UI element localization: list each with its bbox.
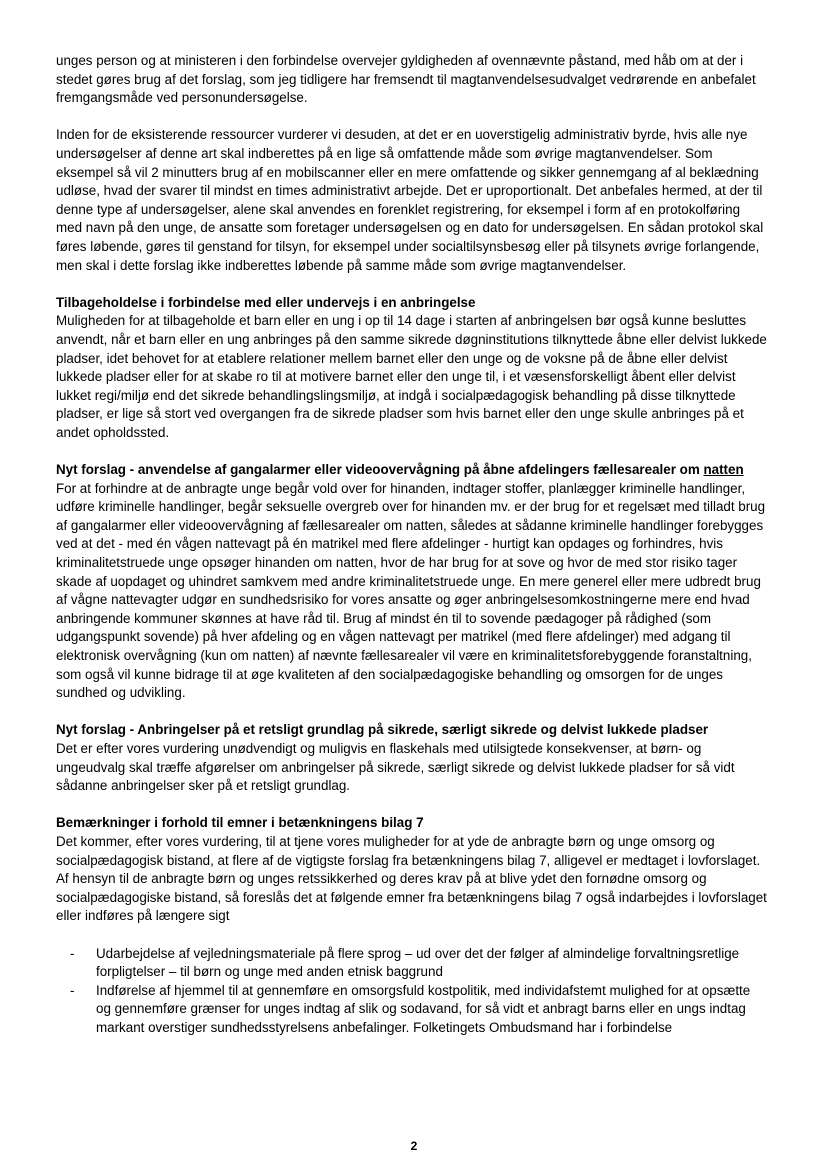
section-tilbageholdelse	[56, 294, 768, 443]
section-gangalarmer	[56, 461, 768, 703]
list-item	[70, 982, 768, 1038]
intro-paragraph-1: unges person og at ministeren i den forbindelse overvejer gyldigheden af ovennævnte påstand, med håb om at der i stedet gøres brug af det forslag, som jeg tidligere har fremsendt til magtanvendelsesudvalget vedrørende en anbefalet fremgangsmåde ved personundersøgelse.	[56, 53, 756, 106]
intro-paragraph-2: Inden for de eksisterende ressourcer vurderer vi desuden, at det er en uoverstigelig administrativ byrde, hvis alle nye undersøgelser af denne art skal indberettes på en lige så omfattende måde som øvrige magtanvendelser. Som eksempel så vil 2 minutters brug af en mobilscanner eller en mere omfattende og sikker gennemgang af al beklædning udløse, hvad der svarer til mindst en times administrativt arbejde. Det er uproportionalt. Det anbefales hermed, at der til denne type af undersøgelser, alene skal anvendes en forenklet registrering, for eksempel i form af en protokolføring med navn på den unge, de ansatte som foretager undersøgelsen og en dato for undersøgelsen. En sådan protokol skal føres løbende, gøres til genstand for tilsyn, for eksempel under socialtilsynsbesøg eller på tilsynets øvrige forlangende, men skal i dette forslag ikke indberettes løbende på samme måde som øvrige magtanvendelser.	[56, 127, 764, 273]
document-page	[56, 52, 768, 1037]
section-bilag-7	[56, 814, 768, 926]
list-item-text: Udarbejdelse af vejledningsmateriale på flere sprog – ud over det der følger af almindelige forvaltningsretlige forpligtelser – til børn og unge med anden etnisk baggrund	[96, 945, 740, 980]
section-anbringelser	[56, 721, 768, 795]
section-body: For at forhindre at de anbragte unge begår vold over for hinanden, indtager stoffer, planlægger kriminelle handlinger, udføre kriminelle handlinger, begår seksuelle overgreb over for hinanden mv. er der brug for et regelsæt med tilladt brug af gangalarmer eller videoovervågning af fællesarealer om natten, således at sådanne kriminelle handlinger forebygges ved at det - med én vågen nattevagt på én matrikel med flere afdelinger - hurtigt kan opdages og forhindres, hvis kriminalitetstruede unge opsøger hinanden om natten, hvor de har brug for at sove og hvor de med stor risiko tager skade af uopdaget og uhindret samkvem med andre kriminalitetstruede unge. En mere generel eller mere udbredt brug af vågne nattevagter udgør en sundhedsrisiko for vores ansatte og øger anbringelsesomkostningerne mere end hvad anbringende kommuner skønnes at have råd til. Brug af mindst én til to sovende pædagoger på rådighed (som udgangspunkt sovende) på hver afdeling og en vågen nattevagt per matrikel (med flere afdelinger) med adgang til elektronisk overvågning (kun om natten) af nævnte fællesarealer vil være en kriminalitetsforebyggende foranstaltning, som også vil kunne bidrage til at øge kvaliteten af den socialpædagogiske behandling og omsorgen for de unges sundhed og udvikling.	[56, 480, 766, 701]
section-body: Det er efter vores vurdering unødvendigt og muligvis en flaskehals med utilsigtede konsekvenser, at børn- og ungeudvalg skal træffe afgørelser om anbringelser på sikrede, særligt sikrede og delvist lukkede pladser for så vidt sådanne anbringelser sker på et retsligt grundlag.	[56, 740, 735, 794]
page-number: 2	[410, 1139, 418, 1153]
section-heading-underlined: natten	[703, 462, 744, 478]
section-heading: Bemærkninger i forhold til emner i betænkningens bilag 7	[56, 815, 424, 831]
section-heading-main: Nyt forslag - anvendelse af gangalarmer eller videoovervågning på åbne afdelingers fællesarealer om	[56, 462, 704, 478]
list-dash: -	[70, 945, 75, 961]
section-body: Det kommer, efter vores vurdering, til at tjene vores muligheder for at yde de anbragte børn og unge omsorg og socialpædagogisk bistand, at flere af de vigtigste forslag fra betænkningens bilag 7, alligevel er medtaget i lovforslaget. Af hensyn til de anbragte børn og unges retssikkerhed og deres krav på at blive ydet den fornødne omsorg og socialpædagogiske bistand, så foreslås det at følgende emner fra betænkningens bilag 7 også indarbejdes i lovforslaget eller indføres på længere sigt	[56, 833, 767, 924]
list-dash: -	[70, 982, 75, 998]
bilag-7-list	[56, 945, 768, 1038]
section-heading	[56, 461, 768, 480]
list-item-text: Indførelse af hjemmel til at gennemføre en omsorgsfuld kostpolitik, med individafstemt mulighed for at opsætte og gennemføre grænser for unges indtag af slik og sodavand, for så vidt et anbragt barns eller en ungs indtag markant overstiger sundhedsstyrelsens anbefalinger. Folketingets Ombudsmand har i forbindelse	[96, 982, 751, 1035]
list-item	[70, 945, 768, 982]
section-body: Muligheden for at tilbageholde et barn eller en ung i op til 14 dage i starten af anbringelsen bør også kunne besluttes anvendt, når et barn eller en ung anbringes på den samme sikrede døgninstitutions tilknyttede åbne eller delvist lukkede pladser, idet behovet for at etablere relationer mellem barnet eller den unge og de voksne på de åbne eller delvist lukkede pladser eller for at skabe ro til at motivere barnet eller den unge til, i et væsensforskelligt åbent eller delvist lukket regi/miljø end det sikrede behandlingslingsmiljø, at indgå i socialpædagogisk behandling på disse tilknyttede pladser, er lige så stort ved overgangen fra de sikrede pladser som hvis barnet eller den unge skulle anbringes på et andet opholdssted.	[56, 313, 767, 440]
section-heading: Nyt forslag - Anbringelser på et retsligt grundlag på sikrede, særligt sikrede og delvist lukkede pladser	[56, 722, 709, 738]
section-heading: Tilbageholdelse i forbindelse med eller undervejs i en anbringelse	[56, 294, 476, 310]
